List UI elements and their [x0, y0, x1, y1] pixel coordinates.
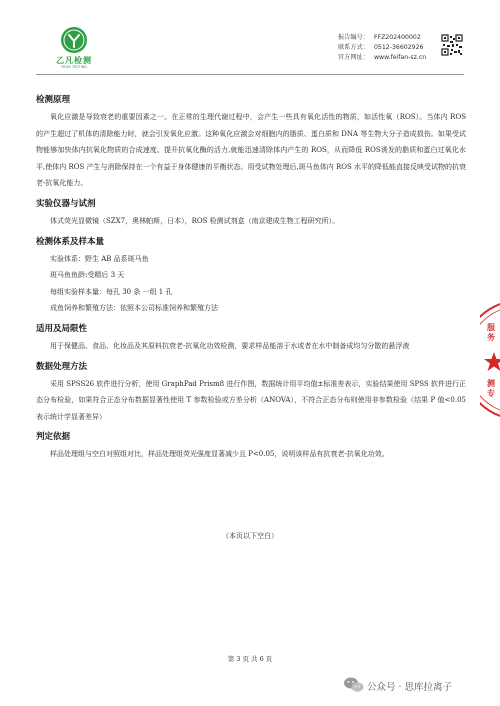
- instruments-text: 体式荧光显微镜（SZX7，奥林帕斯，日本），ROS 检测试剂盒（南京建成生物工程研究所）。: [50, 216, 340, 225]
- qr-code-icon: [441, 34, 463, 56]
- criteria-text: 样品处理组与空白对照组对比，样品处理组荧光强度显著减少且 P<0.05，说明该样品有抗衰老-抗氧化功效。: [50, 450, 389, 459]
- logo-mark-icon: [60, 26, 88, 54]
- logo-name-cn: 乙凡检测: [56, 56, 92, 65]
- seal-stamp-fragment: [480, 300, 500, 420]
- section-title-criteria: 判定依据: [36, 432, 71, 443]
- website-link[interactable]: www.feifan-sz.cn: [374, 54, 427, 61]
- scope-text: 用于保健品、食品、化妆品及其原料抗衰老-抗氧化功效检测，要求样品能溶于水或者在水中制备成均匀分散的悬浮液: [50, 341, 410, 350]
- header-divider: [36, 74, 464, 75]
- report-number-label: 报告编号：: [338, 34, 369, 41]
- phone-label: 联系方式：: [338, 44, 369, 51]
- blank-page-remark: （本页以下空白）: [222, 532, 278, 540]
- phone-number: 0512-36602926: [374, 44, 424, 51]
- principle-text: 氧化应激是导致衰老的重要因素之一。在正常的生理代谢过程中，会产生一些具有氧化活性的物质，如活性氧（ROS）。当体内 ROS 的产生超过了机体的清除能力时，就会引发氧化应激。这种氧化应激会对细胞内的脂质、蛋白质和 DNA 等生物大分子造成损伤。如果受试物能够加快体内抗氧化物质的合成速度、提升抗氧化酶的活力,就能迅速清除体内产生的 ROS，从而降低 ROS诱发的脂质和蛋白过氧化水平,使体内 ROS 产生与消除保持在一个有益于身体健康的平衡状态。用受试物处理后,斑马鱼体内 ROS 水平的降低能直接反映受试物的抗衰老-抗氧化能力。: [36, 113, 466, 188]
- svg-text:服: 服: [487, 323, 495, 332]
- system-line: 每组实验样本量：每孔 30 条 一组 1 孔: [50, 287, 173, 296]
- svg-text:务: 务: [487, 333, 495, 342]
- logo-name-en: YIFAN TESTING: [60, 65, 88, 69]
- section-title-data-processing: 数据处理方法: [36, 361, 88, 372]
- wechat-icon: [343, 676, 365, 694]
- website-label: 官方网址：: [338, 54, 369, 61]
- section-title-scope: 适用及局限性: [36, 323, 88, 334]
- report-info-block: [338, 33, 426, 63]
- system-line: 实验体系：野生 AB 品系斑马鱼: [50, 254, 149, 263]
- svg-text:测: 测: [487, 379, 495, 388]
- section-title-principle: 检测原理: [36, 95, 71, 105]
- system-line: 斑马鱼鱼龄:受精后 3 天: [50, 271, 125, 280]
- svg-text:专: 专: [487, 389, 495, 398]
- data-processing-text: 采用 SPSS26 软件进行分析，使用 GraphPad Prism8 进行作图，数据统计用平均值±标准差表示，实验结果使用 SPSS 软件进行正态分布检验，如果符合正态分布数据显著性使用 T 参数检验或方差分析（ANOVA），不符合正态分布则使用非参数检验（结果 P 值<0.05 表示统计学显著差异）: [36, 379, 466, 421]
- report-number: FFZ202400002: [374, 34, 421, 41]
- company-logo: [50, 26, 98, 72]
- report-body: [36, 92, 466, 463]
- system-line: 成鱼饲养和繁殖方法：依照本公司标准饲养和繁殖方法: [50, 304, 218, 313]
- report-number-row: [338, 33, 426, 43]
- section-title-instruments: 实验仪器与试剂: [36, 198, 96, 209]
- page-number: 第 3 页 共 6 页: [227, 655, 273, 663]
- watermark-text: 公众号 · 思库拉离子: [367, 682, 453, 693]
- wechat-watermark: [343, 676, 493, 696]
- phone-row: [338, 43, 426, 53]
- website-row: [338, 53, 426, 63]
- section-title-system: 检测体系及样本量: [36, 236, 105, 247]
